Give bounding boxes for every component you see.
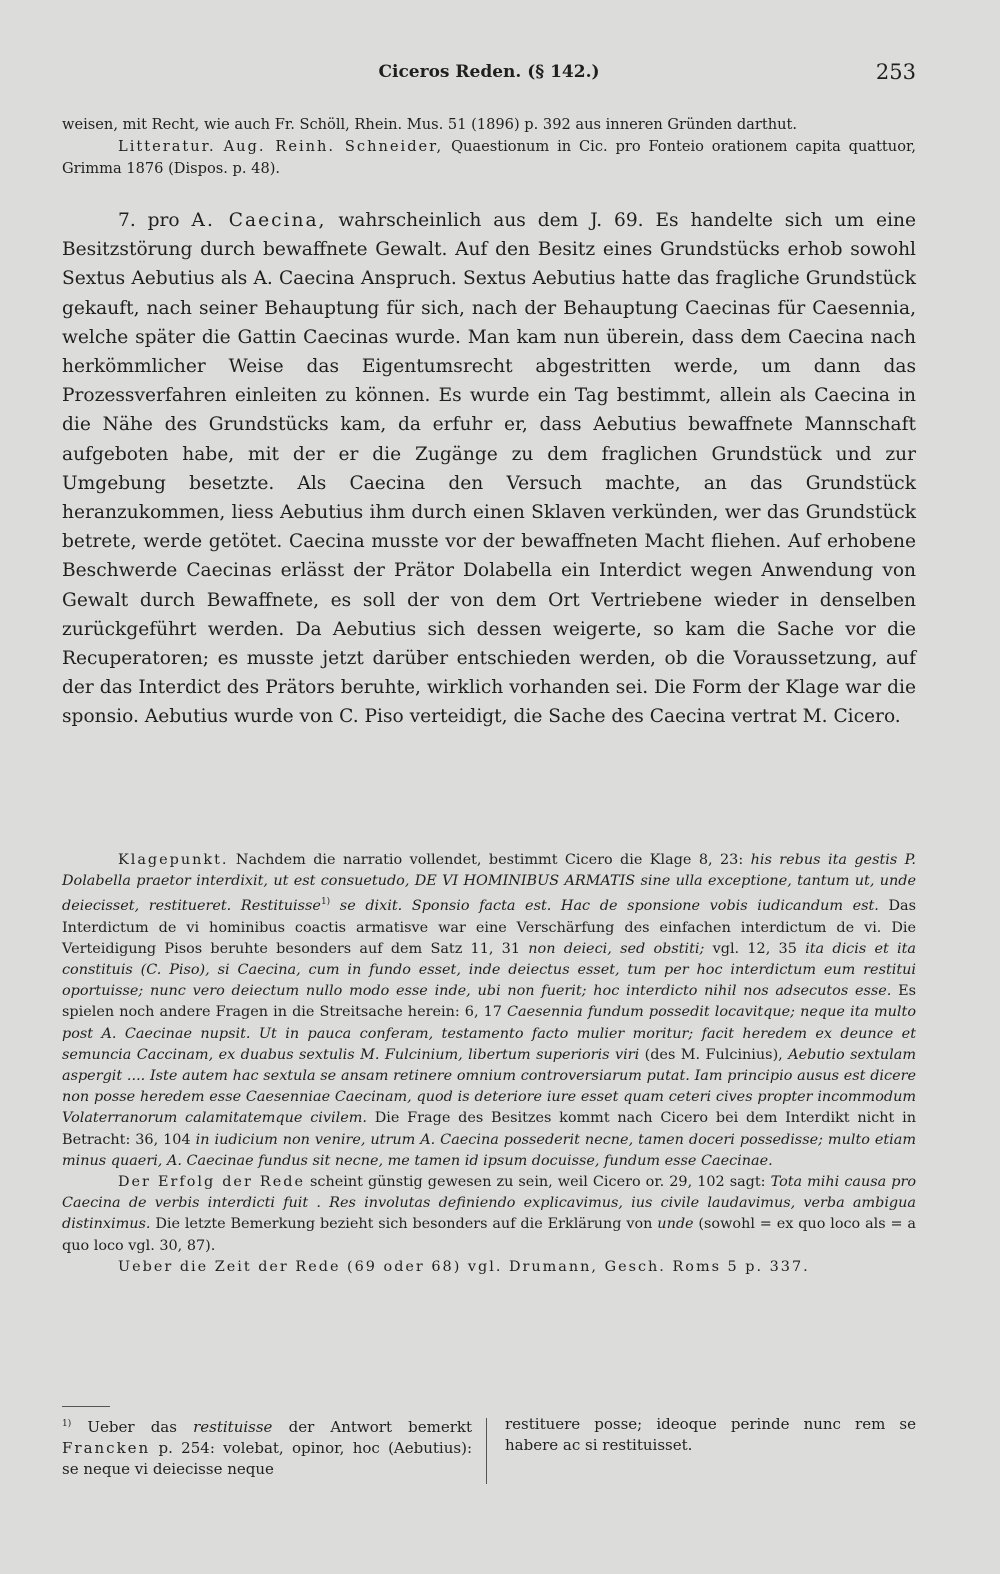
- literature-author: Aug. Reinh. Schneider,: [223, 138, 444, 155]
- literature-reference: Quaestionum in Cic. pro Fonteio orationem capita quattuor, Grimma 1876 (Dispos. p. 48).: [62, 138, 916, 177]
- text-run: Ueber das: [71, 1418, 194, 1436]
- latin-quote: Caesennia fundum possedit locavitque; neque ita multo post A. Caecinae nupsit. Ut in pauca conferam, testamento facto mulier moritur; facit heredem ex deunce et semuncia Caccinam, ex duabus sextulis M. Fulcinium, libertum superioris viri: [62, 1004, 916, 1063]
- klagepunkt-paragraph: [62, 850, 916, 1172]
- author-name: Francken: [62, 1439, 151, 1457]
- running-title: Ciceros Reden. (§ 142.): [378, 62, 600, 82]
- zeit-paragraph: Ueber die Zeit der Rede (69 oder 68) vgl. Drumann, Gesch. Roms 5 p. 337.: [118, 1258, 810, 1275]
- latin-word: restituisse: [193, 1418, 273, 1436]
- latin-quote: se dixit. Sponsio facta est. Hac de sponsione vobis iudicandum est.: [330, 898, 879, 915]
- latin-quote: ita dicis et ita constituis (C. Piso), si Caecina, cum in fundo esset, inde deiectus esset, tum per hoc interdictum eum restitui oportuisse; nunc vero deiectum nullo modo esse inde, ubi non fuerit; hoc interdicto nihil nos adsecutos esse.: [62, 940, 917, 1000]
- literature-paragraph: [62, 136, 916, 180]
- section-pro-caecina: [62, 206, 916, 732]
- text-run: vgl. 12, 35: [704, 940, 806, 957]
- latin-quote: Tota mihi causa pro Caecina de verbis interdicti fuit . Res involutas definiendo explicavimus, ius civile laudavimus, verba ambigua distinximus.: [62, 1174, 916, 1233]
- text-run: Das Interdictum de vi hominibus coactis armatisve war eine Verschärfung des einfachen interdictum de vi. Die Verteidigung Pisos beruhte besonders auf dem Satz 11, 31: [62, 898, 916, 957]
- text-run: Es spielen noch andere Fragen in die Streitsache herein: 6, 17: [62, 983, 916, 1021]
- footnote-mark: 1): [62, 1419, 72, 1429]
- text-run: Die Frage des Besitzes kommt nach Cicero bei dem Interdikt nicht in Betracht: 36, 104: [62, 1110, 916, 1148]
- klagepunkt-label: Klagepunkt.: [118, 852, 229, 868]
- latin-quote: his rebus ita gestis P. Dolabella praetor interdixit, ut est consuetudo, DE VI HOMINIBUS ARMATIS sine ulla exceptione, tantum ut, unde deiecisset, restitueret. Restituisse: [62, 852, 916, 915]
- section-speech-name: A. Caecina,: [191, 210, 327, 231]
- latin-quote: Aebutio sextulam aspergit .... Iste autem hac sextula se ansam retinere omnium controversiarum putat. Iam principio ausus est dicere non posse heredem esse Caesenniae Caecinam, quod is deteriore iure esset quam ceteri cives propter incommodum Volaterranorum calamitatemque civilem.: [62, 1046, 916, 1127]
- intro-block: [62, 114, 916, 180]
- page-number: 253: [875, 60, 916, 84]
- literature-label: Litteratur.: [118, 138, 216, 155]
- latin-quote: non deieci, sed obstiti;: [528, 940, 705, 957]
- text-run: Nachdem die narratio vollendet, bestimmt Cicero die Klage 8, 23:: [228, 852, 751, 868]
- erfolg-paragraph: [62, 1172, 916, 1257]
- footnote-rule: [62, 1406, 110, 1407]
- footnote-right-column: restituere posse; ideoque perinde nunc rem se habere ac si restituisset.: [505, 1415, 916, 1454]
- text-run: der Antwort bemerkt: [272, 1418, 472, 1436]
- text-run: Die letzte Bemerkung bezieht sich besonders auf die Erklärung von: [150, 1216, 658, 1233]
- erfolg-label: Der Erfolg der Rede: [118, 1174, 305, 1191]
- text-run: p. 254: volebat, opinor, hoc (Aebutius): se neque vi deiecisse neque: [62, 1439, 472, 1478]
- intro-paragraph: weisen, mit Recht, wie auch Fr. Schöll, Rhein. Mus. 51 (1896) p. 392 aus inneren Gründen darthut.: [62, 116, 798, 133]
- section-number: 7. pro: [118, 210, 180, 231]
- notes-block: [62, 850, 916, 1278]
- footnote-marker: 1): [320, 897, 331, 908]
- text-run: (des M. Fulcinius),: [639, 1046, 789, 1063]
- footnote-left-column: [62, 1414, 472, 1480]
- page-header: [62, 58, 916, 88]
- section-paragraph: [62, 206, 916, 732]
- latin-word: unde: [657, 1216, 694, 1233]
- text-run: scheint günstig gewesen zu sein, weil Cicero or. 29, 102 sagt:: [304, 1174, 771, 1191]
- column-separator: [486, 1418, 487, 1484]
- section-text: wahrscheinlich aus dem J. 69. Es handelte sich um eine Besitzstörung durch bewaffnete Gewalt. Auf den Besitz eines Grundstücks erhob sowohl Sextus Aebutius als A. Caecina Anspruch. Sextus Aebutius hatte das fragliche Grundstück gekauft, nach seiner Behauptung für sich, nach der Behauptung Caecinas für Caesennia, welche später die Gattin Caecinas wurde. Man kam nun überein, dass dem Caecina nach herkömmlicher Weise das Eigentumsrecht abgestritten werde, um dann das Prozessverfahren einleiten zu können. Es wurde ein Tag bestimmt, allein als Caecina in die Nähe des Grundstücks kam, da erfuhr er, dass Aebutius bewaffnete Mannschaft aufgeboten habe, mit der er die Zugänge zu dem fraglichen Grundstück und zur Umgebung besetzte. Als Caecina den Versuch machte, an das Grundstück heranzukommen, liess Aebutius ihm durch einen Sklaven verkünden, wer das Grundstück betrete, werde getötet. Caecina musste vor der bewaffneten Macht fliehen. Auf erhobene Beschwerde Caecinas erlässt der Prätor Dolabella ein Interdict wegen Anwendung von Gewalt durch Bewaffnete, es soll der von dem Ort Vertriebene wieder in denselben zurückgeführt werden. Da Aebutius sich dessen weigerte, so kam die Sache vor die Recuperatoren; es musste jetzt darüber entschieden werden, ob die Voraussetzung, auf der das Interdict des Prätors beruhte, wirklich vorhanden sei. Die Form der Klage war die sponsio. Aebutius wurde von C. Piso verteidigt, die Sache des Caecina vertrat M. Cicero.: [62, 210, 916, 728]
- latin-quote: in iudicium non venire, utrum A. Caecina possederit necne, tamen doceri possedisse; multo etiam minus quaeri, A. Caecinae fundus sit necne, me tamen id ipsum docuisse, fundum esse Caecinae.: [62, 1131, 917, 1169]
- text-run: (sowohl = ex quo loco als = a quo loco vgl. 30, 87).: [62, 1216, 916, 1254]
